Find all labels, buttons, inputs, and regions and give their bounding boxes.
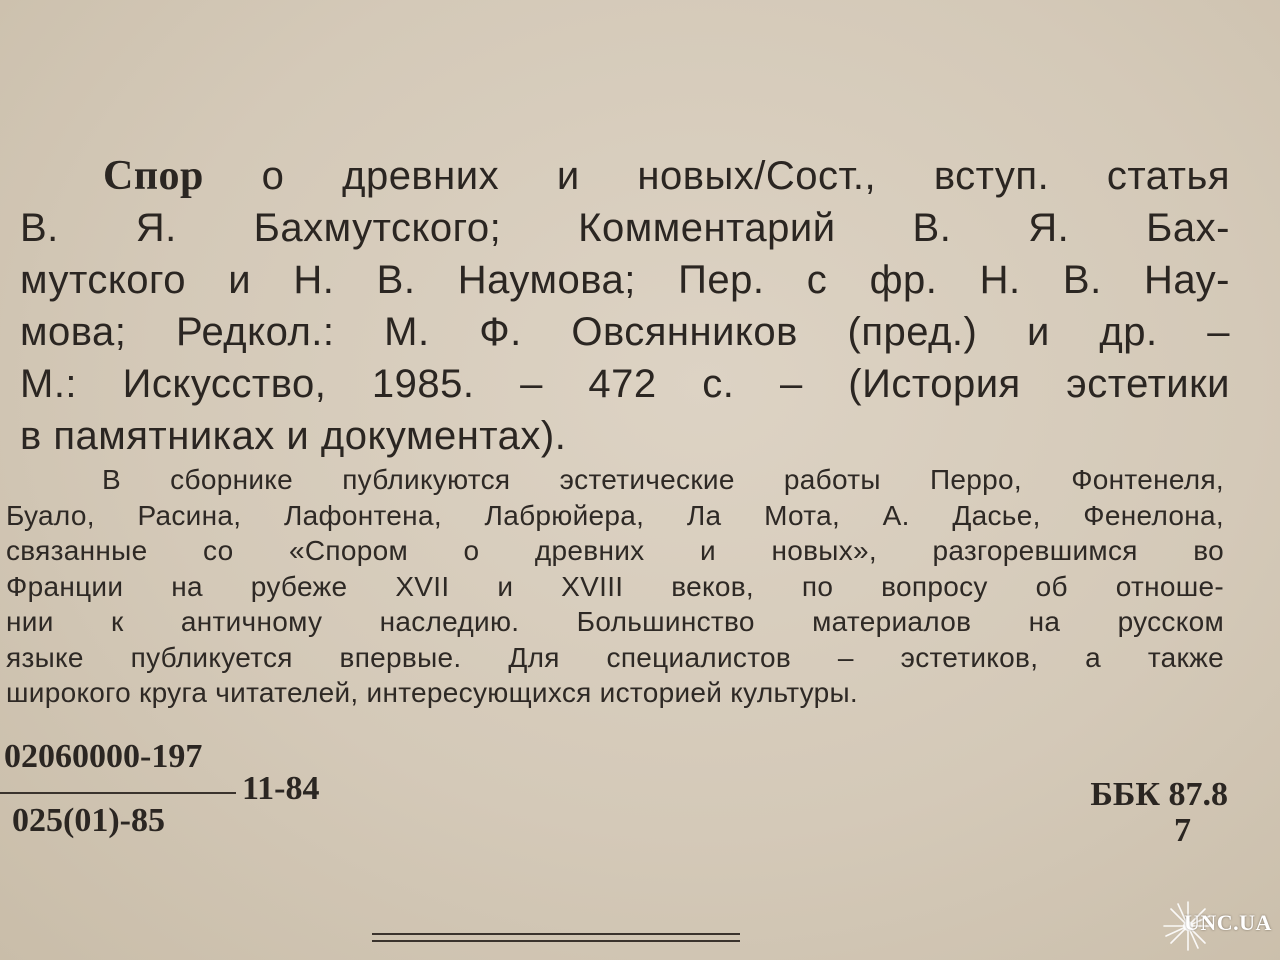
- bbk-index: ББК 87.8: [1090, 776, 1228, 813]
- bbk-subindex: 7: [1174, 812, 1191, 849]
- catalog-code-denominator: 025(01)-85: [12, 802, 165, 839]
- biblio-title-bold: Спор: [103, 153, 204, 199]
- abstract-line-5: нии к античному наследию. Большинство материалов на русском: [6, 606, 1224, 637]
- abstract-line-7: широкого круга читателей, интересующихся историей культуры.: [6, 677, 858, 708]
- fraction-divider: [0, 792, 236, 794]
- bottom-rule-upper: [372, 933, 740, 935]
- biblio-line-1: [20, 150, 1230, 202]
- biblio-line-3: мутского и Н. В. Наумова; Пер. с фр. Н. В. Нау-: [20, 258, 1230, 302]
- biblio-line-2: В. Я. Бахмутского; Комментарий В. Я. Бах-: [20, 206, 1230, 250]
- biblio-line-4: мова; Редкол.: М. Ф. Овсянников (пред.) и др. –: [20, 310, 1230, 354]
- bibliographic-entry: [20, 150, 1230, 462]
- abstract-line-1: В сборнике публикуются эстетические работы Перро, Фонтенеля,: [102, 464, 1224, 495]
- watermark-label: UNC.UA: [1184, 910, 1272, 935]
- watermark: [1160, 898, 1276, 954]
- catalog-code-suffix: 11-84: [242, 770, 320, 807]
- abstract-paragraph: [6, 462, 1224, 711]
- bottom-rule-lower: [372, 940, 740, 942]
- catalog-code-numerator: 02060000-197: [4, 738, 203, 775]
- abstract-line-2: Буало, Расина, Лафонтена, Лабрюйера, Ла Мота, А. Дасье, Фенелона,: [6, 499, 1224, 531]
- abstract-line-4: Франции на рубеже XVII и XVIII веков, по вопросу об отноше-: [6, 570, 1224, 602]
- biblio-title-rest: о древних и новых/Сост., вступ. статья: [203, 154, 1230, 198]
- abstract-line-3: связанные со «Спором о древних и новых», разгоревшимся во: [6, 535, 1224, 566]
- abstract-line-6: языке публикуется впервые. Для специалистов – эстетиков, а также: [6, 641, 1224, 673]
- biblio-line-6: в памятниках и документах).: [20, 414, 567, 458]
- biblio-line-5: М.: Искусство, 1985. – 472 с. – (История эстетики: [20, 362, 1230, 406]
